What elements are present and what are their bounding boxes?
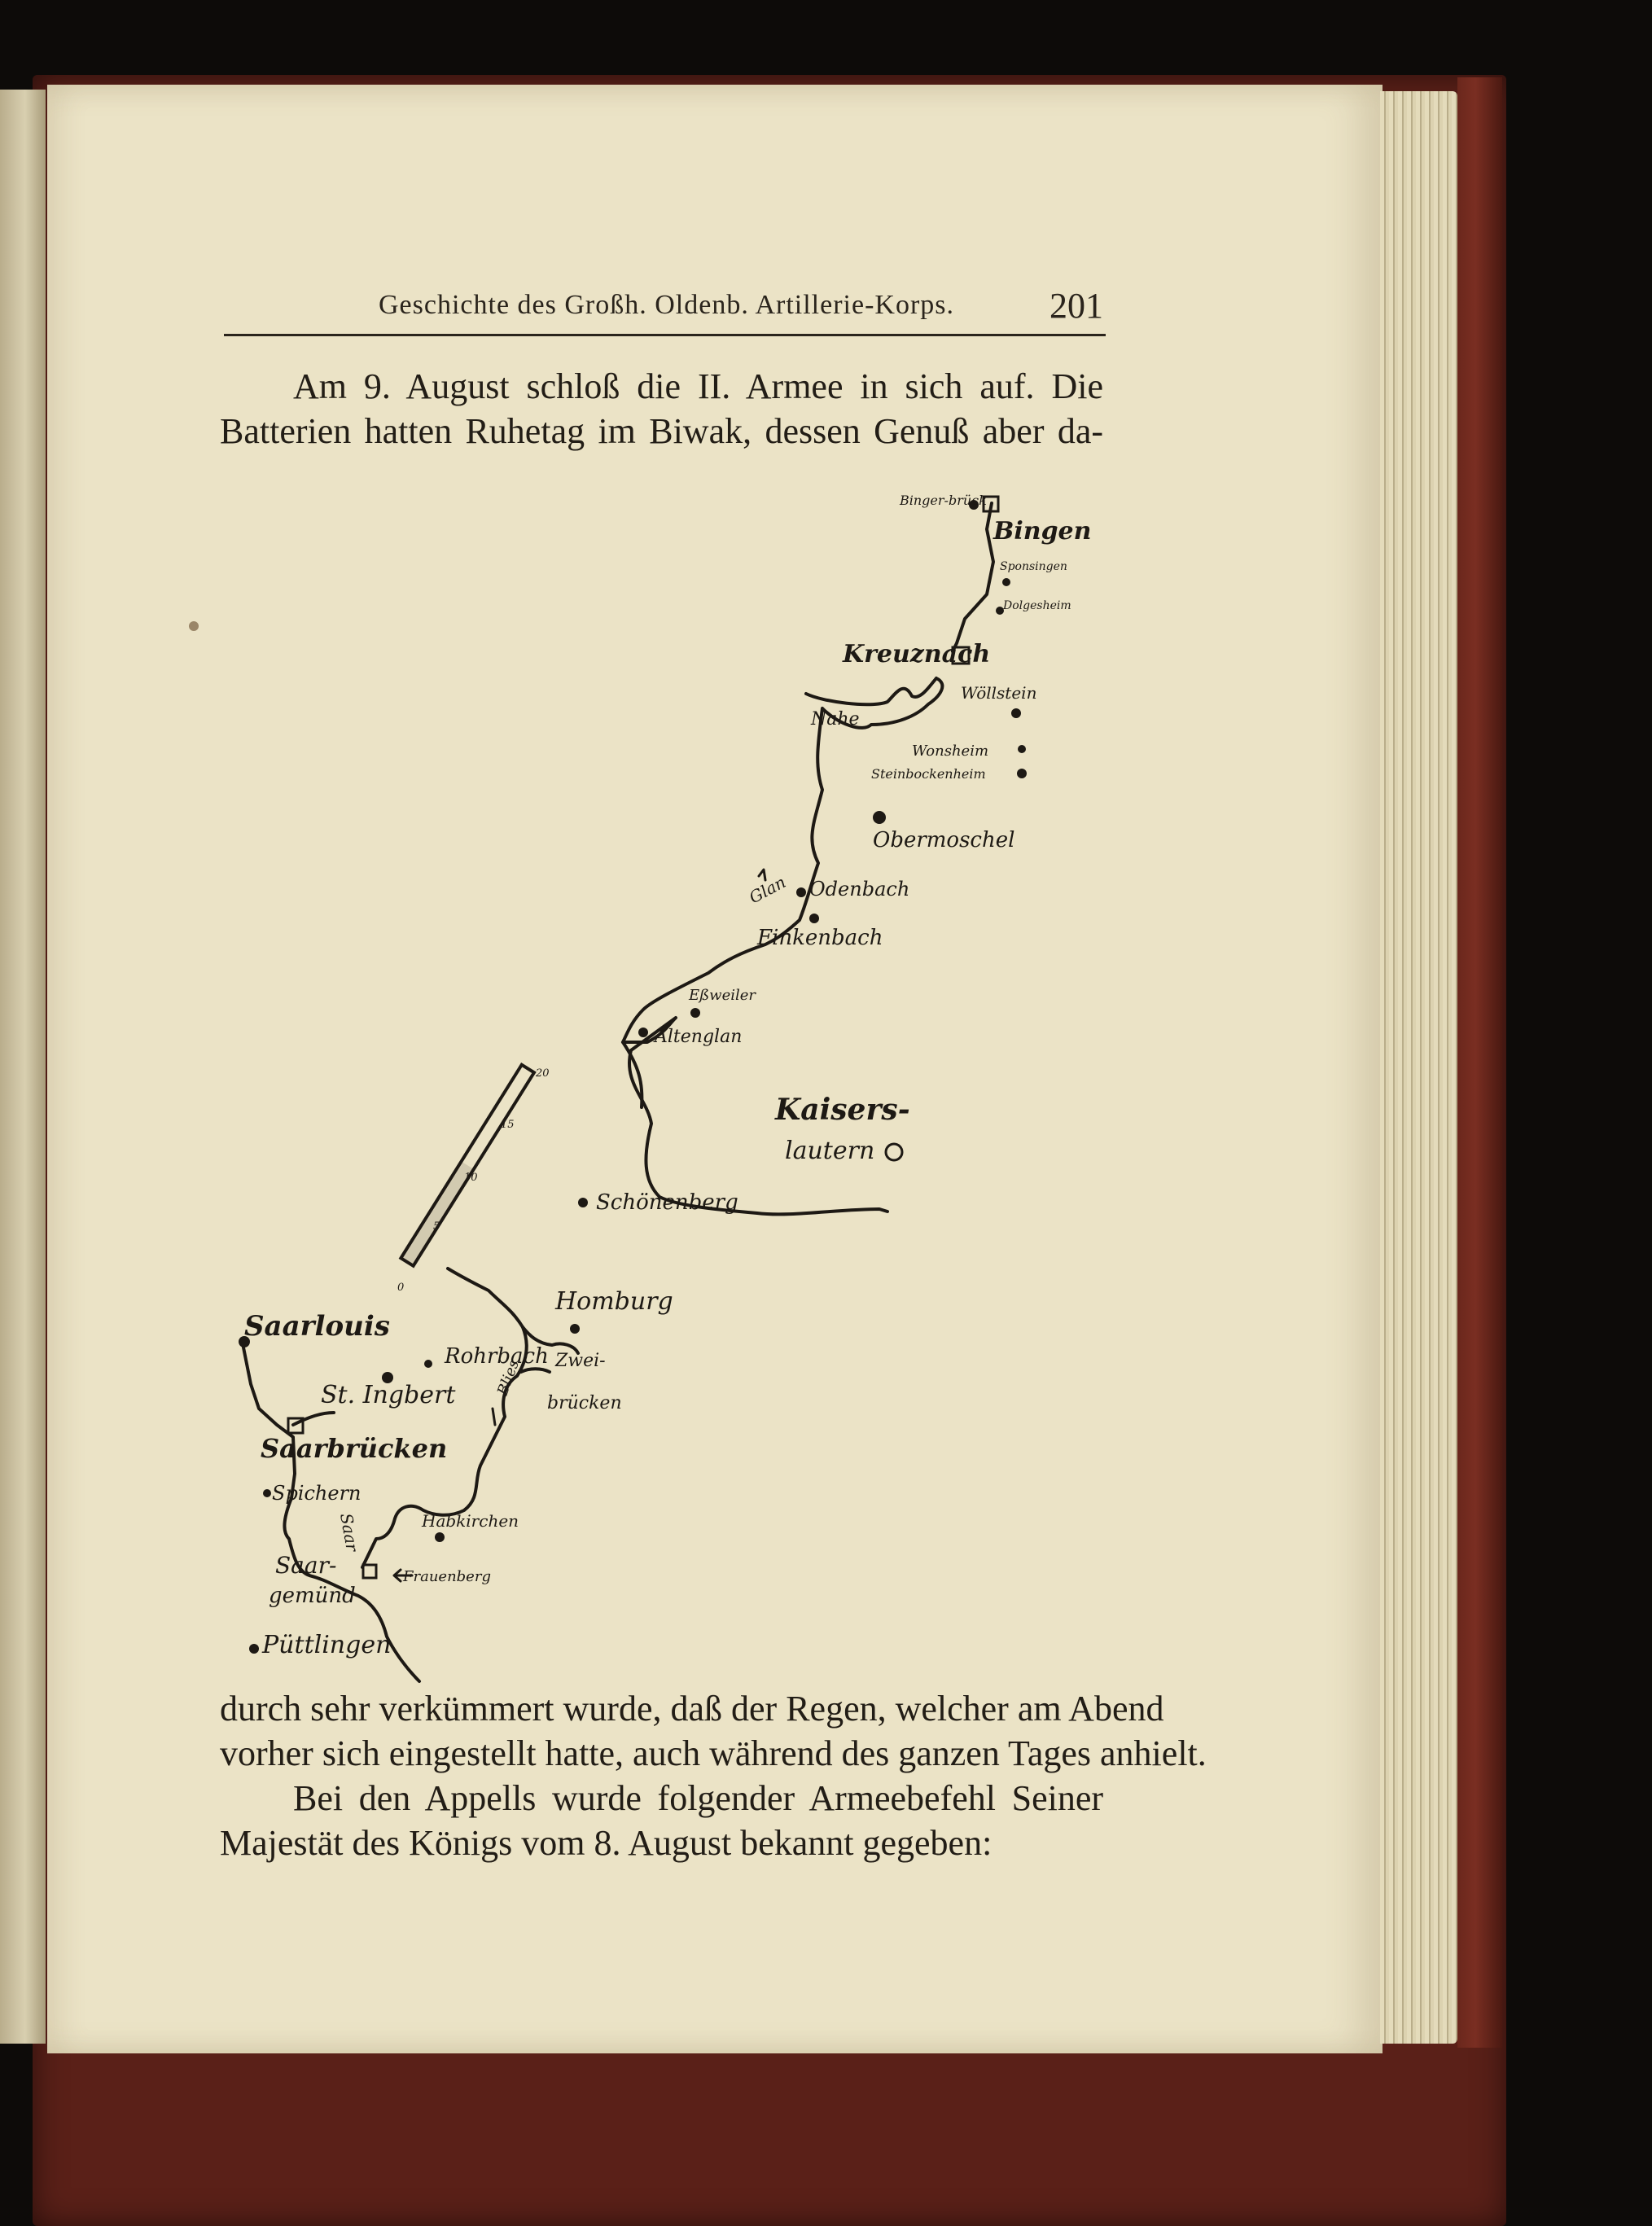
- scale-bar: [401, 1065, 534, 1266]
- label-frauenberg: Frauenberg: [403, 1568, 491, 1585]
- running-head-title: Geschichte des Großh. Oldenb. Artillerie-Korps.: [379, 290, 954, 320]
- label-bingen: Bingen: [993, 517, 1092, 546]
- paragraph-last: [220, 1776, 1103, 1865]
- label-sponsheim: Sponsingen: [1000, 560, 1067, 573]
- fortress-marker-kaiserslautern: [886, 1144, 902, 1160]
- label-saarlouis: Saarlouis: [244, 1310, 390, 1343]
- label-saargemuend-2: gemünd: [269, 1584, 356, 1608]
- label-rohrbach: Rohrbach: [445, 1344, 549, 1369]
- text-line: vorher sich eingestellt hatte, auch während des ganzen Tages anhielt.: [220, 1733, 1207, 1773]
- label-zweibruecken-1: Zwei-: [555, 1351, 606, 1371]
- label-saargemuend-1: Saar-: [275, 1552, 337, 1579]
- label-altenglan: Altenglan: [655, 1027, 743, 1047]
- label-finkenbach: Finkenbach: [757, 926, 883, 950]
- label-woellstein: Wöllstein: [961, 683, 1037, 703]
- label-saarbruecken: Saarbrücken: [261, 1433, 448, 1464]
- label-homburg: Homburg: [555, 1287, 673, 1316]
- label-blies: Blies: [493, 1357, 523, 1398]
- label-st-ingbert: St. Ingbert: [321, 1381, 456, 1409]
- label-puettlingen: Püttlingen: [262, 1631, 392, 1659]
- text-line: Majestät des Königs vom 8. August bekannt gegeben:: [220, 1823, 993, 1863]
- label-kaiserslautern-2: lautern: [785, 1137, 875, 1165]
- paragraph-bottom: [220, 1686, 1207, 1776]
- campaign-map: [220, 480, 1140, 1685]
- scale-tick: 10: [464, 1172, 478, 1184]
- label-saar: Saar: [336, 1511, 362, 1553]
- fortress-marker-saargemuend: [363, 1565, 376, 1578]
- page-number: 201: [1049, 286, 1103, 326]
- label-odenbach: Odenbach: [809, 878, 910, 900]
- label-kreuznach: Kreuznach: [843, 640, 991, 668]
- label-essweiler: Eßweiler: [689, 987, 756, 1004]
- label-nahe: Nahe: [811, 709, 860, 730]
- label-zweibruecken-2: brücken: [547, 1393, 622, 1413]
- text-line: Am 9. August schloß die II. Armee in sich auf. Die: [293, 366, 1103, 406]
- label-glan: Glan: [746, 872, 790, 908]
- label-kaiserslautern-1: Kaisers-: [775, 1093, 910, 1127]
- header-rule: [224, 334, 1106, 336]
- scale-tick: 0: [397, 1282, 405, 1294]
- paper-spot: [189, 621, 199, 631]
- text-line: durch sehr verkümmert wurde, daß der Regen, welcher am Abend: [220, 1689, 1164, 1729]
- running-head: [228, 283, 1103, 332]
- scale-tick: 5: [433, 1220, 440, 1233]
- scale-tick: 20: [536, 1067, 550, 1080]
- label-dolgesheim: Dolgesheim: [1003, 599, 1071, 612]
- label-wonsheim: Wonsheim: [912, 743, 989, 760]
- label-steinbockenheim: Steinbockenheim: [871, 766, 986, 782]
- paragraph-top: [220, 364, 1103, 454]
- cover-edge: [1457, 77, 1502, 2048]
- label-habkirchen: Habkirchen: [422, 1511, 519, 1531]
- label-bingerbrueck: Binger-brück: [900, 493, 987, 508]
- left-page-edge: [0, 90, 46, 2044]
- label-spichern: Spichern: [272, 1482, 362, 1505]
- label-schoenenberg: Schönenberg: [596, 1190, 738, 1215]
- page-stack-edge: [1380, 91, 1457, 2044]
- label-obermoschel: Obermoschel: [873, 828, 1015, 852]
- text-line: Batterien hatten Ruhetag im Biwak, dessen Genuß aber da-: [220, 411, 1103, 451]
- text-line: Bei den Appells wurde folgender Armeebefehl Seiner: [293, 1778, 1103, 1818]
- scale-tick: 15: [501, 1119, 515, 1131]
